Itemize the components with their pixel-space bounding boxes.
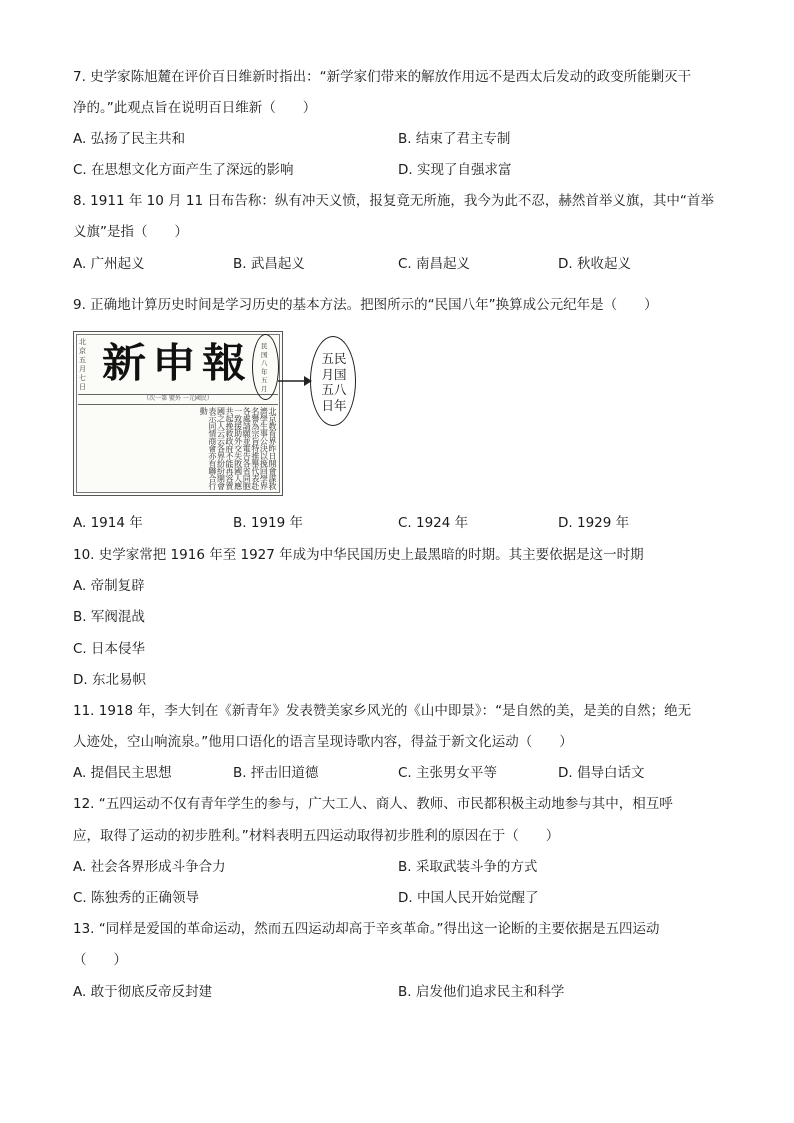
- clipping-left-dateline: 北京五月七日: [79, 338, 86, 391]
- date-highlight-oval: [252, 334, 279, 400]
- question-9-option-a: A. 1914 年: [73, 515, 143, 531]
- question-13-option-a: A. 敢于彻底反帝反封建: [73, 984, 213, 1000]
- question-8-stem-line-1: 8. 1911 年 10 月 11 日布告称：纵有冲天义愤，报复竟无所施，我今为此不忍，赫然首举义旗，其中“首举: [73, 193, 714, 209]
- newspaper-masthead: 新申報: [102, 340, 252, 387]
- question-11-option-c: C. 主张男女平等: [398, 765, 498, 781]
- callout-date-text: 五民 月国 五八 日年: [321, 351, 347, 413]
- question-8-option-c: C. 南昌起义: [398, 256, 471, 272]
- question-9-option-d: D. 1929 年: [558, 515, 630, 531]
- clipping-subheading-band: （次一第 號外 一元國民）: [78, 394, 278, 405]
- question-11-option-b: B. 抨击旧道德: [233, 765, 319, 781]
- question-11-option-d: D. 倡导白话文: [558, 765, 645, 781]
- question-7-stem-line-1: 7. 史学家陈旭麓在评价百日维新时指出：“新学家们带来的解放作用远不是西太后发动的政变所能剿灭干: [73, 69, 692, 85]
- question-12-option-a: A. 社会各界形成斗争合力: [73, 859, 226, 875]
- question-13-stem-line-1: 13. “同样是爱国的革命运动，然而五四运动却高于辛亥革命。”得出这一论断的主要依据是五四运动: [73, 921, 660, 937]
- question-7-stem-line-2: 净的。”此观点旨在说明百日维新（ ）: [73, 100, 317, 116]
- question-10-option-b: B. 军阀混战: [73, 609, 145, 625]
- question-8-option-d: D. 秋收起义: [558, 256, 631, 272]
- oval-date-text: 民国八年五月: [261, 342, 268, 393]
- question-7-option-c: C. 在思想文化方面产生了深远的影响: [73, 162, 294, 178]
- question-11-stem-line-1: 11. 1918 年，李大钊在《新青年》发表赞美家乡风光的《山中即景》：“是自然的美，是美的自然；绝无: [73, 703, 692, 719]
- arrow-right-icon: [278, 374, 312, 388]
- question-12-option-c: C. 陈独秀的正确领导: [73, 890, 200, 906]
- question-10-option-c: C. 日本侵华: [73, 641, 146, 657]
- question-9-option-b: B. 1919 年: [233, 515, 303, 531]
- question-9-stem: 9. 正确地计算历史时间是学习历史的基本方法。把图所示的“民国八年”换算成公元纪年是（ ）: [73, 297, 658, 313]
- question-12-option-b: B. 采取武装斗争的方式: [398, 859, 538, 875]
- question-7-option-b: B. 结束了君主专制: [398, 131, 511, 147]
- question-10-stem: 10. 史学家常把 1916 年至 1927 年成为中华民国历史上最黑暗的时期。其主要依据是这一时期: [73, 547, 644, 563]
- question-12-option-d: D. 中国人民开始觉醒了: [398, 890, 539, 906]
- question-8-option-b: B. 武昌起义: [233, 256, 305, 272]
- question-9-option-c: C. 1924 年: [398, 515, 469, 531]
- question-7-option-d: D. 实现了自强求富: [398, 162, 512, 178]
- question-13-stem-line-2: （ ）: [73, 952, 127, 968]
- question-8-option-a: A. 广州起义: [73, 256, 145, 272]
- clipping-body-text: 北京教育界昨日開會謀救濟學生事公決以挽回學界名譽為宗旨特推舉代表赴各處請願並電告各省同胞一致援助外交失敗國人應共起挽救政府不能再容賣國之人云云各界紛紛開會表示同情商會亦有聯合行動: [199, 407, 277, 490]
- question-12-stem-line-2: 应，取得了运动的初步胜利。”材料表明五四运动取得初步胜利的原因在于（ ）: [73, 828, 560, 844]
- question-12-stem-line-1: 12. “五四运动不仅有青年学生的参与，广大工人、商人、教师、市民都积极主动地参与其中，相互呼: [73, 796, 673, 812]
- question-7-option-a: A. 弘扬了民主共和: [73, 131, 186, 147]
- callout-ellipse: [310, 336, 356, 426]
- question-11-option-a: A. 提倡民主思想: [73, 765, 172, 781]
- question-11-stem-line-2: 人迹处，空山响流泉。”他用口语化的语言呈现诗歌内容，得益于新文化运动（ ）: [73, 734, 573, 750]
- question-10-option-d: D. 东北易帜: [73, 672, 146, 688]
- question-10-option-a: A. 帝制复辟: [73, 578, 145, 594]
- question-8-stem-line-2: 义旗”是指（ ）: [73, 224, 188, 240]
- question-13-option-b: B. 启发他们追求民主和科学: [398, 984, 565, 1000]
- newspaper-clipping-image: [73, 331, 283, 496]
